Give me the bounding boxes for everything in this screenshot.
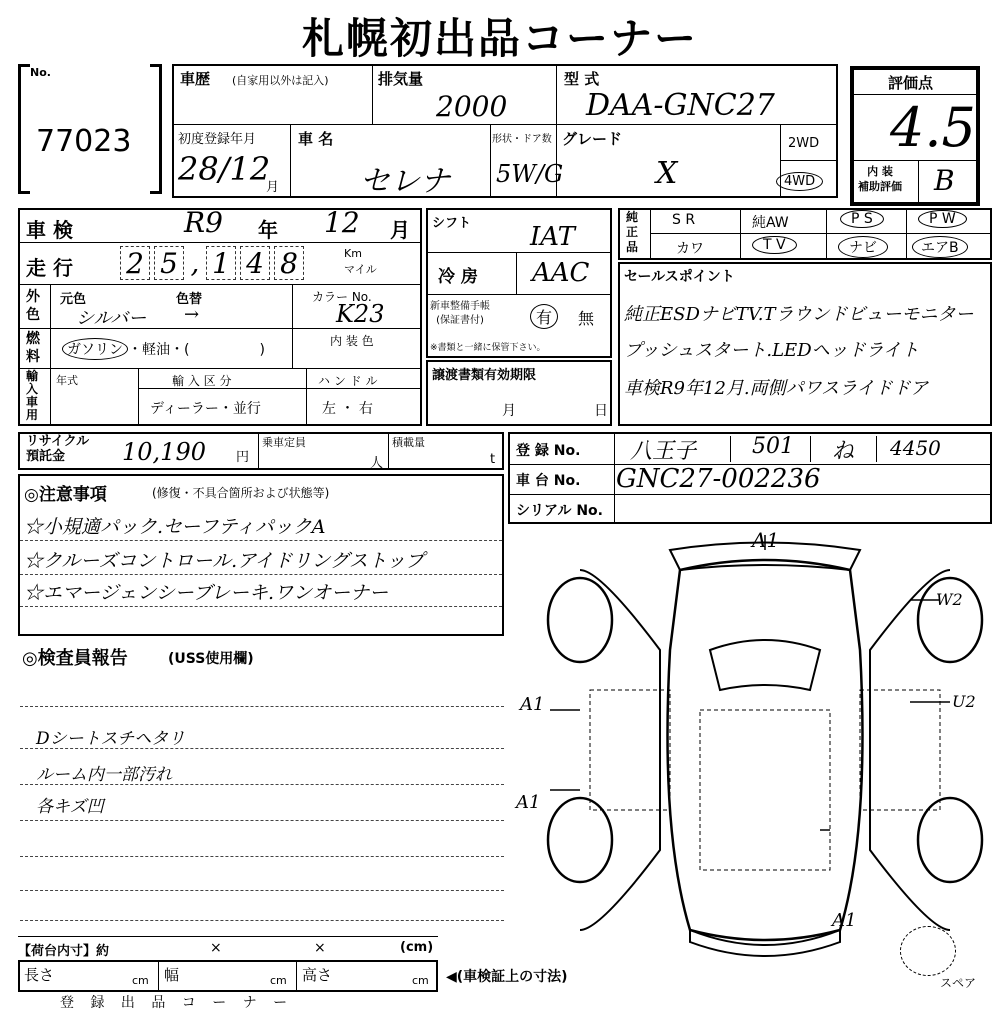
interior-score-value: B (934, 164, 955, 197)
equip-navi (838, 236, 888, 258)
reg-part: 八王子 (630, 439, 697, 464)
history-label: 車歴 (180, 70, 211, 88)
score-label: 評価点 (888, 74, 934, 92)
sales-point-line: 純正ESDナビTV.Tラウンドビューモニター (624, 304, 974, 325)
transfer-day: 日 (594, 403, 608, 419)
inspection-month-value: 12 (324, 206, 360, 239)
mileage-digits (120, 246, 304, 280)
color-orig-label: 元色 (60, 292, 87, 307)
chassis-value: GNC27-002236 (616, 464, 821, 494)
fuel-rest: ・軽油・( ) (128, 342, 265, 358)
equip-ps-text: P S (851, 211, 873, 227)
car-name-label: 車 名 (298, 130, 334, 148)
notes-sub: (修復・不具合箇所および状態等) (152, 486, 330, 500)
recycle-unit: 円 (236, 450, 250, 465)
lot-bracket (18, 64, 30, 194)
wheel-front-left (548, 578, 612, 662)
reg-part: 501 (752, 434, 794, 459)
inspection-value: R9 (184, 206, 223, 239)
notes-line: ☆エマージェンシーブレーキ.ワンオーナー (24, 582, 389, 604)
ac-label: 冷 房 (438, 267, 478, 287)
color-change-label: 色替 (176, 292, 203, 307)
transfer-month: 月 (502, 403, 516, 419)
mileage-digit: 2 (120, 246, 150, 280)
import-type-label: 輸 入 区 分 (172, 374, 232, 388)
equip-aw: 純AW (752, 215, 789, 231)
inspector-line: Dシートスチヘタリ (36, 729, 186, 749)
manual-note: ※書類と一緒に保管下さい。 (430, 343, 546, 353)
car-right-panel (860, 690, 940, 810)
damage-mark-front: A1 (832, 910, 857, 931)
equip-sr: S R (672, 212, 696, 228)
fuel-options (62, 338, 265, 360)
displacement-label: 排気量 (378, 70, 424, 88)
first-reg-value: 28/12 (178, 150, 271, 188)
body-value: 5W/G (496, 160, 564, 188)
model-value: DAA-GNC27 (586, 88, 775, 123)
reg-part: 4450 (890, 436, 941, 460)
manual-yes-text: 有 (536, 308, 553, 327)
lot-number: 77023 (36, 124, 132, 159)
shift-value: IAT (530, 222, 575, 252)
width-unit: cm (270, 974, 287, 987)
notes-label: ◎注意事項 (24, 485, 107, 505)
equip-leather: カワ (676, 241, 704, 257)
color-code-label: カラー No. (312, 290, 372, 304)
body-label: 形状・ドア数 (492, 134, 552, 145)
wheel-rear-right (918, 798, 982, 882)
import-year-label: 年式 (56, 374, 78, 387)
interior-color-label: 内 装 色 (330, 334, 374, 348)
drive-2wd: 2WD (788, 136, 820, 151)
cargo-x2: × (314, 940, 326, 956)
inspection-year-unit: 年 (258, 218, 278, 242)
equip-airbag-text: エアB (921, 240, 959, 256)
model-label: 型 式 (564, 70, 600, 88)
cargo-unit: (cm) (400, 940, 434, 955)
sales-point-line: プッシュスタート.LEDヘッドライト (624, 340, 920, 361)
drive-4wd-text: 4WD (784, 174, 816, 189)
equip-tv (752, 236, 797, 254)
mileage-digit: 1 (206, 246, 236, 280)
history-note: (自家用以外は記入) (232, 74, 329, 87)
drive-4wd (776, 172, 823, 191)
notes-line: ☆小規適パック.セーフティパックA (24, 516, 326, 538)
equip-pw (918, 210, 967, 228)
chassis-label: 車 台 No. (516, 473, 581, 489)
notes-line: ☆クルーズコントロール.アイドリングストップ (24, 550, 425, 572)
mileage-unit: Km マイル (344, 247, 377, 276)
displacement-value: 2000 (436, 90, 508, 123)
manual-label: 新車整備手帳 (保証書付) (430, 301, 490, 326)
equipment-label: 純 正 品 (626, 210, 639, 254)
first-reg-label: 初度登録年月 (178, 132, 257, 147)
grade-value: X (656, 156, 678, 191)
load-unit: t (490, 452, 496, 467)
car-name-value: セレナ (360, 164, 450, 199)
first-reg-unit: 月 (266, 180, 280, 195)
grade-label: グレード (562, 130, 623, 148)
mileage-digit: 8 (274, 246, 304, 280)
equip-pw-text: P W (929, 211, 956, 227)
height-unit: cm (412, 974, 429, 987)
sales-points-label: セールスポイント (624, 269, 735, 285)
fuel-gasoline: ガソリン (62, 338, 128, 360)
color-orig-value: シルバー (76, 308, 147, 329)
inspector-sub: (USS使用欄) (168, 651, 254, 667)
dims-note: ◀(車検証上の寸法) (446, 969, 568, 985)
damage-mark-left-rear: A1 (516, 792, 541, 813)
reg-label: 登 録 No. (516, 443, 581, 459)
manual-no: 無 (578, 309, 595, 328)
page-title: 札幌初出品コーナー (301, 14, 698, 63)
equip-navi-text: ナビ (849, 240, 877, 256)
mileage-label: 走 行 (26, 256, 73, 280)
wheel-rear-left (548, 798, 612, 882)
inspection-label: 車 検 (26, 218, 73, 242)
lot-bracket-right (150, 64, 162, 194)
dims-box (18, 960, 438, 992)
height-label: 高さ (302, 966, 333, 984)
car-body-outline (668, 560, 863, 940)
spare-tire-circle (900, 926, 956, 976)
width-label: 幅 (164, 966, 180, 984)
equip-ps (840, 210, 884, 228)
cargo-label: 【荷台内寸】約 (18, 944, 110, 959)
car-left-panel (590, 690, 670, 810)
lot-label: No. (30, 66, 51, 79)
cargo-x1: × (210, 940, 222, 956)
color-code-value: K23 (336, 300, 385, 328)
serial-label: シリアル No. (516, 503, 603, 519)
sales-point-line: 車検R9年12月.両側パワスライドドア (624, 378, 929, 399)
inspection-month-unit: 月 (390, 218, 410, 242)
damage-mark-right-front: W2 (936, 590, 963, 609)
import-label: 輸 入 車 用 (26, 369, 39, 422)
color-side-label: 外 色 (26, 289, 40, 323)
equip-airbag (912, 236, 968, 258)
recycle-box (18, 432, 504, 470)
interior-score-label: 内 装 補助評価 (858, 165, 902, 193)
length-unit: cm (132, 974, 149, 987)
capacity-unit: 人 (370, 456, 384, 471)
car-diagram (540, 530, 990, 970)
manual-yes (530, 304, 558, 329)
recycle-label: リサイクル 預託金 (26, 434, 90, 464)
capacity-label: 乗車定員 (262, 436, 306, 449)
spare-label: スペア (940, 976, 977, 990)
inspector-line: ルーム内一部汚れ (36, 765, 172, 785)
equip-tv-text: T V (763, 237, 786, 253)
color-arrow: → (184, 304, 200, 325)
damage-mark-right-mid: U2 (952, 692, 976, 711)
score-value: 4.5 (890, 96, 976, 159)
mileage-digit: 5 (154, 246, 184, 280)
transfer-label: 譲渡書類有効期限 (432, 368, 537, 383)
import-type-options: ディーラー・並行 (150, 401, 261, 417)
damage-mark-rear: A1 (752, 528, 780, 552)
mileage-digit: 4 (240, 246, 270, 280)
import-handle-label: ハ ン ド ル (318, 374, 378, 388)
inspector-line: 各キズ凹 (36, 797, 104, 817)
reg-part: ね (832, 439, 855, 464)
length-label: 長さ (24, 966, 55, 984)
shift-label: シフト (432, 216, 472, 231)
fuel-label: 燃 料 (26, 331, 40, 365)
recycle-value: 10,190 (122, 438, 206, 466)
bottom-label: 登 録 出 品 コ ー ナ ー (60, 995, 294, 1011)
inspector-label: ◎検査員報告 (22, 648, 128, 669)
car-windshield (710, 640, 820, 690)
mileage-separator: , (190, 246, 200, 279)
load-label: 積載量 (392, 436, 425, 449)
import-handle-options: 左 ・ 右 (322, 401, 373, 417)
ac-value: AAC (532, 258, 590, 288)
car-roof-panel (700, 710, 830, 870)
damage-mark-left-front: A1 (520, 694, 545, 715)
